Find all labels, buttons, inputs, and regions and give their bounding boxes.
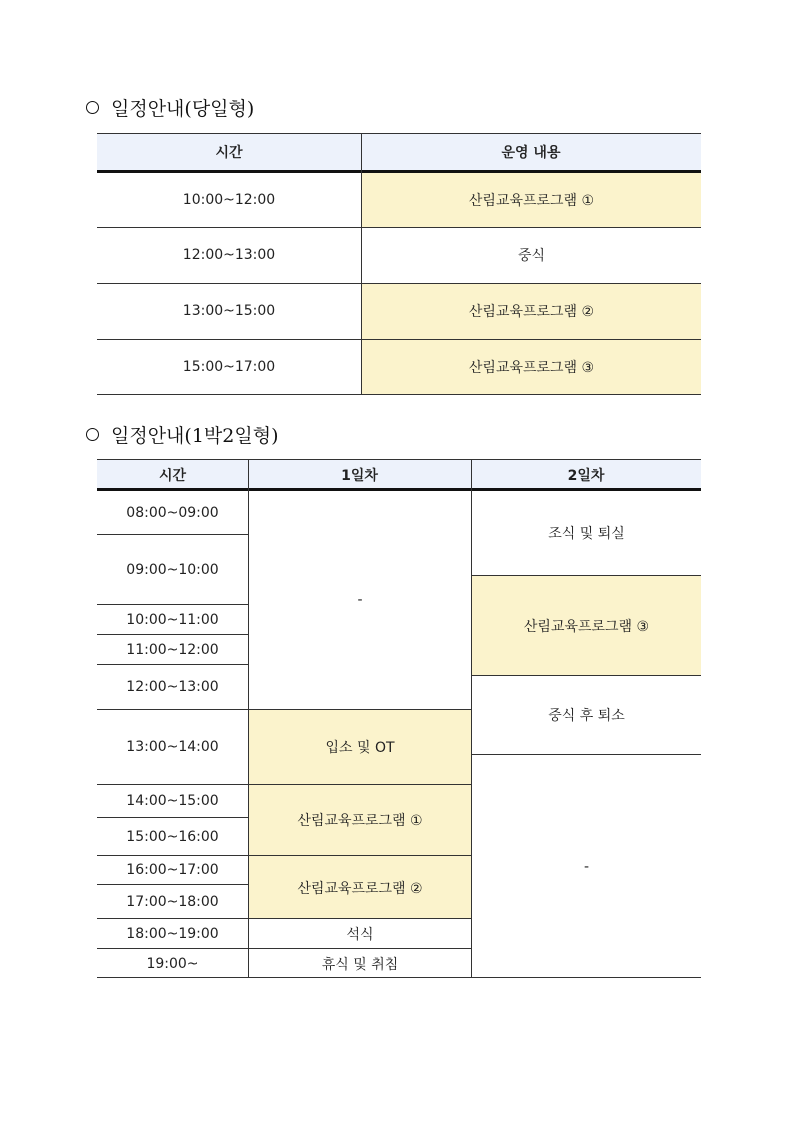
- time-cell: 08:00~09:00: [126, 504, 219, 521]
- row-divider: [97, 784, 471, 785]
- section2-title: 일정안내(1박2일형): [111, 425, 279, 447]
- header-divider: [97, 170, 701, 173]
- row-divider: [97, 664, 248, 665]
- time-cell: 09:00~10:00: [126, 561, 219, 578]
- day2-cell: 중식 후 퇴소: [548, 708, 625, 724]
- row-divider: [97, 227, 701, 228]
- day2-cell: 산림교육프로그램 ③: [472, 576, 701, 675]
- row-divider: [471, 575, 701, 576]
- row-divider: [471, 675, 701, 676]
- time-cell: 18:00~19:00: [126, 926, 219, 942]
- time-cell: 15:00~16:00: [126, 828, 219, 845]
- column-divider: [361, 133, 362, 395]
- row-divider: [97, 709, 471, 710]
- header-day2: 2일차: [471, 460, 701, 489]
- row-divider: [97, 604, 248, 605]
- time-cell: 17:00~18:00: [126, 894, 219, 910]
- day1-cell: -: [357, 592, 363, 608]
- time-cell: 16:00~17:00: [126, 862, 219, 878]
- row-divider: [97, 884, 248, 885]
- header-divider: [97, 488, 701, 491]
- day1-cell: 산림교육프로그램 ①: [249, 785, 471, 855]
- day1-cell: 입소 및 OT: [249, 710, 471, 784]
- row-divider: [97, 855, 471, 856]
- circle-bullet-icon: [86, 101, 99, 114]
- table-row-time: 13:00~15:00: [182, 303, 276, 319]
- table-row-content: 중식: [517, 248, 546, 264]
- table-row-content: 산림교육프로그램 ③: [362, 339, 701, 395]
- time-cell: 13:00~14:00: [126, 738, 219, 755]
- section2-heading: [86, 421, 278, 448]
- header-day1: 1일차: [248, 460, 471, 489]
- table-row-time: 15:00~17:00: [182, 359, 276, 375]
- table-row-time: 10:00~12:00: [182, 191, 276, 208]
- day2-cell: 조식 및 퇴실: [548, 526, 625, 542]
- header-time: 시간: [97, 460, 248, 489]
- table-bottom-border: [97, 977, 701, 978]
- row-divider: [97, 817, 248, 818]
- section1-title: 일정안내(당일형): [111, 98, 255, 120]
- header-time: 시간: [97, 134, 361, 170]
- table-row-content: 산림교육프로그램 ①: [362, 172, 701, 227]
- day1-cell: 석식: [346, 927, 374, 943]
- section1-heading: [86, 94, 254, 121]
- row-divider: [97, 634, 248, 635]
- row-divider: [97, 283, 701, 284]
- time-cell: 12:00~13:00: [126, 679, 219, 695]
- column-divider: [471, 459, 472, 978]
- table-top-border: [97, 133, 701, 134]
- table-row-content: 산림교육프로그램 ②: [362, 283, 701, 339]
- row-divider: [97, 948, 471, 949]
- time-cell: 19:00~: [146, 955, 199, 972]
- header-content: 운영 내용: [361, 134, 701, 170]
- day1-cell: 휴식 및 취침: [321, 956, 399, 973]
- time-cell: 11:00~12:00: [126, 642, 219, 658]
- row-divider: [471, 754, 701, 755]
- row-divider: [97, 918, 471, 919]
- table-row-time: 12:00~13:00: [182, 247, 276, 263]
- column-divider: [248, 459, 249, 978]
- table-top-border: [97, 459, 701, 460]
- table-bottom-border: [97, 394, 701, 395]
- row-divider: [97, 339, 701, 340]
- day1-cell: 산림교육프로그램 ②: [249, 856, 471, 919]
- circle-bullet-icon: [86, 428, 99, 441]
- day2-cell: -: [583, 858, 590, 875]
- row-divider: [97, 534, 248, 535]
- time-cell: 10:00~11:00: [126, 612, 219, 628]
- time-cell: 14:00~15:00: [126, 793, 219, 809]
